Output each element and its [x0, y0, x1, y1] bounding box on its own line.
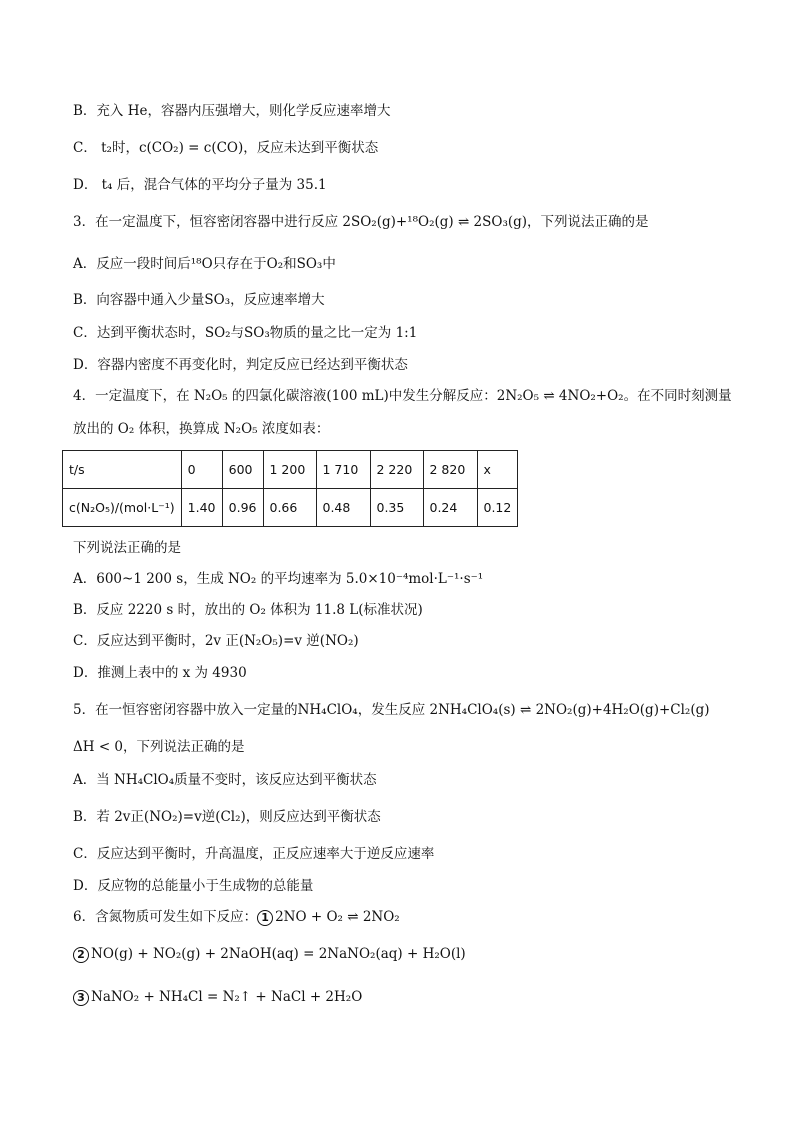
- circle-number-2: 2: [73, 947, 89, 963]
- table-cell: 1 710: [316, 451, 370, 489]
- question-3-stem: 3．在一定温度下，恒容密闭容器中进行反应 2SO₂(g)+¹⁸O₂(g) ⇌ 2SO₃(g)，下列说法正确的是: [73, 214, 649, 230]
- reaction-2: NO(g) + NO₂(g) + 2NaOH(aq) = 2NaNO₂(aq) + H₂O(l): [91, 946, 466, 962]
- option-2b: B．充入 He，容器内压强增大，则化学反应速率增大: [73, 103, 391, 119]
- table-cell: 600: [222, 451, 263, 489]
- table-cell: 2 820: [423, 451, 477, 489]
- reaction-1: 2NO + O₂ ⇌ 2NO₂: [275, 909, 400, 925]
- table-cell: 0.24: [423, 489, 477, 527]
- question-5-stem-cont: ΔH < 0，下列说法正确的是: [73, 739, 245, 755]
- table-cell: c(N₂O₅)/(mol·L⁻¹): [63, 489, 182, 527]
- question-6-intro: 6．含氮物质可发生如下反应：: [73, 909, 258, 925]
- table-cell: x: [477, 451, 518, 489]
- table-cell: 0.66: [263, 489, 316, 527]
- option-5c: C．反应达到平衡时，升高温度，正反应速率大于逆反应速率: [73, 846, 435, 862]
- table-cell: 0.96: [222, 489, 263, 527]
- reaction-2-line: [73, 944, 466, 964]
- concentration-table: [62, 450, 518, 527]
- option-3d: D．容器内密度不再变化时，判定反应已经达到平衡状态: [73, 357, 408, 373]
- option-4d: D．推测上表中的 x 为 4930: [73, 665, 247, 681]
- reaction-3: NaNO₂ + NH₄Cl = N₂↑ + NaCl + 2H₂O: [91, 989, 363, 1005]
- reaction-3-line: [73, 987, 362, 1007]
- table-cell: 1 200: [263, 451, 316, 489]
- option-3a: A．反应一段时间后¹⁸O只存在于O₂和SO₃中: [73, 256, 336, 272]
- option-4a: A．600~1 200 s，生成 NO₂ 的平均速率为 5.0×10⁻⁴mol·L⁻¹·s⁻¹: [73, 571, 484, 587]
- table-cell: 0.35: [370, 489, 423, 527]
- question-5-stem: 5．在一恒容密闭容器中放入一定量的NH₄ClO₄，发生反应 2NH₄ClO₄(s) ⇌ 2NO₂(g)+4H₂O(g)+Cl₂(g): [73, 702, 710, 718]
- table-cell: 0.12: [477, 489, 518, 527]
- option-5b: B．若 2v正(NO₂)=v逆(Cl₂)，则反应达到平衡状态: [73, 809, 381, 825]
- table-cell: t/s: [63, 451, 182, 489]
- circle-number-1: 1: [257, 910, 273, 926]
- option-2c: C． t₂时，c(CO₂) = c(CO)，反应未达到平衡状态: [73, 140, 379, 156]
- question-4-prompt: 下列说法正确的是: [73, 540, 181, 556]
- table-cell: 0: [181, 451, 222, 489]
- question-4-stem-cont: 放出的 O₂ 体积，换算成 N₂O₅ 浓度如表：: [73, 421, 330, 437]
- question-4-stem: 4．一定温度下，在 N₂O₅ 的四氯化碳溶液(100 mL)中发生分解反应：2N₂O₅ ⇌ 4NO₂+O₂。在不同时刻测量: [73, 388, 732, 404]
- option-3b: B．向容器中通入少量SO₃，反应速率增大: [73, 292, 325, 308]
- option-2d: D． t₄ 后，混合气体的平均分子量为 35.1: [73, 177, 327, 193]
- table-cell: 1.40: [181, 489, 222, 527]
- option-4b: B．反应 2220 s 时，放出的 O₂ 体积为 11.8 L(标准状况): [73, 602, 423, 618]
- option-5a: A．当 NH₄ClO₄质量不变时，该反应达到平衡状态: [73, 772, 377, 788]
- option-3c: C．达到平衡状态时，SO₂与SO₃物质的量之比一定为 1:1: [73, 325, 418, 341]
- table-cell: 2 220: [370, 451, 423, 489]
- table-row: [63, 489, 518, 527]
- option-4c: C．反应达到平衡时，2v 正(N₂O₅)=v 逆(NO₂): [73, 633, 359, 649]
- question-6-stem: [73, 907, 400, 927]
- option-5d: D．反应物的总能量小于生成物的总能量: [73, 878, 314, 894]
- circle-number-3: 3: [73, 990, 89, 1006]
- table-cell: 0.48: [316, 489, 370, 527]
- table-row: [63, 451, 518, 489]
